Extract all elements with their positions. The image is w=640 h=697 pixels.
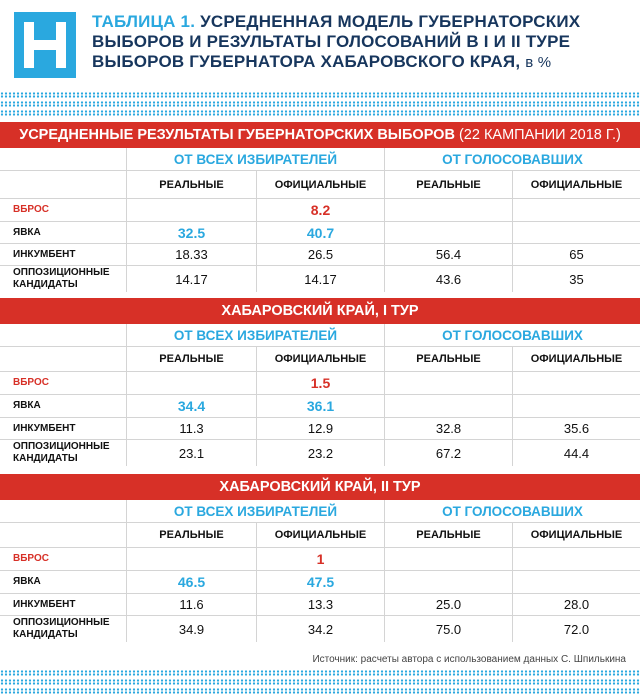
table-cell: 65 <box>569 247 584 262</box>
table-cell <box>513 571 640 593</box>
section-header <box>0 474 640 500</box>
row-label: ОППОЗИЦИОННЫЕ КАНДИДАТЫ <box>0 616 127 642</box>
table-cell: 43.6 <box>385 266 513 292</box>
row-label: ИНКУМБЕНТ <box>0 244 127 265</box>
table-row <box>0 548 640 571</box>
table-cell <box>513 222 640 243</box>
table-cell <box>513 395 640 417</box>
table-cell <box>385 548 513 570</box>
table-cell: 11.6 <box>127 594 257 615</box>
section-title: ХАБАРОВСКИЙ КРАЙ, I ТУР <box>221 303 419 319</box>
col-real: РЕАЛЬНЫЕ <box>385 347 513 371</box>
table-row <box>0 594 640 616</box>
group-header-row <box>0 500 640 523</box>
col-real: РЕАЛЬНЫЕ <box>127 171 257 198</box>
table-cell: 32.8 <box>385 418 513 439</box>
table-cell: 46.5 <box>127 571 257 593</box>
row-label: ЯВКА <box>0 571 127 593</box>
row-label: ВБРОС <box>0 199 127 221</box>
table-cell: 67.2 <box>385 440 513 466</box>
group-voted: ОТ ГОЛОСОВАВШИХ <box>442 327 583 343</box>
group-voted: ОТ ГОЛОСОВАВШИХ <box>442 503 583 519</box>
dotted-divider <box>0 679 640 685</box>
col-official: ОФИЦИАЛЬНЫЕ <box>530 529 623 541</box>
column-header-row <box>0 523 640 548</box>
table-cell <box>385 372 513 394</box>
col-official: ОФИЦИАЛЬНЫЕ <box>530 353 623 365</box>
table-row <box>0 571 640 594</box>
col-official: ОФИЦИАЛЬНЫЕ <box>257 171 385 198</box>
col-real: РЕАЛЬНЫЕ <box>385 523 513 547</box>
table-row <box>0 395 640 418</box>
table-cell: 56.4 <box>385 244 513 265</box>
section-title: УСРЕДНЕННЫЕ РЕЗУЛЬТАТЫ ГУБЕРНАТОРСКИХ ВЫБОРОВ <box>19 127 455 143</box>
group-voted: ОТ ГОЛОСОВАВШИХ <box>442 151 583 167</box>
table-cell: 35 <box>569 271 584 287</box>
table-row <box>0 244 640 266</box>
table-cell: 47.5 <box>257 571 385 593</box>
table-cell: 32.5 <box>127 222 257 243</box>
group-header-row <box>0 324 640 347</box>
table-cell <box>127 199 257 221</box>
table-cell: 40.7 <box>257 222 385 243</box>
table-cell <box>513 372 640 394</box>
column-header-row <box>0 347 640 372</box>
table-row <box>0 266 640 292</box>
table-row <box>0 199 640 222</box>
table-cell: 34.9 <box>127 616 257 642</box>
table-cell: 26.5 <box>257 244 385 265</box>
logo-icon <box>14 12 76 78</box>
row-label: ИНКУМБЕНТ <box>0 418 127 439</box>
title-text: УСРЕДНЕННАЯ МОДЕЛЬ ГУБЕРНАТОРСКИХ ВЫБОРОВ И РЕЗУЛЬТАТЫ ГОЛОСОВАНИЙ В I И II ТУРЕ ВЫБОРОВ ГУБЕРНАТОРА ХАБАРОВСКОГО КРАЯ, <box>92 12 581 71</box>
table-cell: 14.17 <box>257 266 385 292</box>
col-official: ОФИЦИАЛЬНЫЕ <box>257 347 385 371</box>
row-label: ЯВКА <box>0 222 127 243</box>
section-header <box>0 122 640 148</box>
table-cell <box>385 395 513 417</box>
table-cell: 1 <box>257 548 385 570</box>
unit-text: в % <box>525 54 552 71</box>
table-row <box>0 440 640 466</box>
table-row <box>0 222 640 244</box>
group-header-row <box>0 148 640 171</box>
dotted-divider <box>0 101 640 107</box>
table-row <box>0 616 640 642</box>
table-cell <box>513 199 640 221</box>
dotted-divider <box>0 688 640 694</box>
table-cell: 72.0 <box>563 621 590 637</box>
row-label: ВБРОС <box>0 548 127 570</box>
section-title: ХАБАРОВСКИЙ КРАЙ, II ТУР <box>219 479 421 495</box>
table-cell: 34.4 <box>127 395 257 417</box>
table-cell <box>513 548 640 570</box>
table-row <box>0 372 640 395</box>
row-label: ВБРОС <box>0 372 127 394</box>
row-label: ИНКУМБЕНТ <box>0 594 127 615</box>
page-title <box>92 12 632 73</box>
table-cell: 25.0 <box>385 594 513 615</box>
table-cell: 28.0 <box>563 597 590 612</box>
table-cell: 14.17 <box>127 266 257 292</box>
row-label: ОППОЗИЦИОННЫЕ КАНДИДАТЫ <box>0 440 127 466</box>
table-cell: 34.2 <box>257 616 385 642</box>
group-all-voters: ОТ ВСЕХ ИЗБИРАТЕЛЕЙ <box>127 324 385 346</box>
section-subtitle: (22 КАМПАНИИ 2018 Г.) <box>458 127 621 143</box>
table-label: ТАБЛИЦА 1. <box>92 12 196 31</box>
table-cell: 12.9 <box>257 418 385 439</box>
table-cell: 11.3 <box>127 418 257 439</box>
table-cell <box>385 222 513 243</box>
col-real: РЕАЛЬНЫЕ <box>127 347 257 371</box>
table-cell <box>127 548 257 570</box>
table-cell <box>127 372 257 394</box>
table-row <box>0 418 640 440</box>
col-official: ОФИЦИАЛЬНЫЕ <box>257 523 385 547</box>
source-note: Источник: расчеты автора с использованием данных С. Шпилькина <box>312 654 626 665</box>
col-official: ОФИЦИАЛЬНЫЕ <box>530 178 623 191</box>
table-cell: 18.33 <box>127 244 257 265</box>
table-cell: 13.3 <box>257 594 385 615</box>
column-header-row <box>0 171 640 199</box>
dotted-divider <box>0 670 640 676</box>
col-real: РЕАЛЬНЫЕ <box>127 523 257 547</box>
group-all-voters: ОТ ВСЕХ ИЗБИРАТЕЛЕЙ <box>127 148 385 170</box>
table-cell <box>385 571 513 593</box>
row-label: ЯВКА <box>0 395 127 417</box>
table-cell: 8.2 <box>257 199 385 221</box>
dotted-divider <box>0 92 640 98</box>
table-cell: 1.5 <box>257 372 385 394</box>
table-cell: 44.4 <box>563 445 590 461</box>
table-cell <box>385 199 513 221</box>
table-cell: 75.0 <box>385 616 513 642</box>
table-cell: 35.6 <box>563 421 590 436</box>
table-cell: 23.2 <box>257 440 385 466</box>
table-cell: 36.1 <box>257 395 385 417</box>
section-header <box>0 298 640 324</box>
table-cell: 23.1 <box>127 440 257 466</box>
dotted-divider <box>0 110 640 116</box>
group-all-voters: ОТ ВСЕХ ИЗБИРАТЕЛЕЙ <box>127 500 385 522</box>
col-real: РЕАЛЬНЫЕ <box>385 171 513 198</box>
row-label: ОППОЗИЦИОННЫЕ КАНДИДАТЫ <box>0 266 127 292</box>
